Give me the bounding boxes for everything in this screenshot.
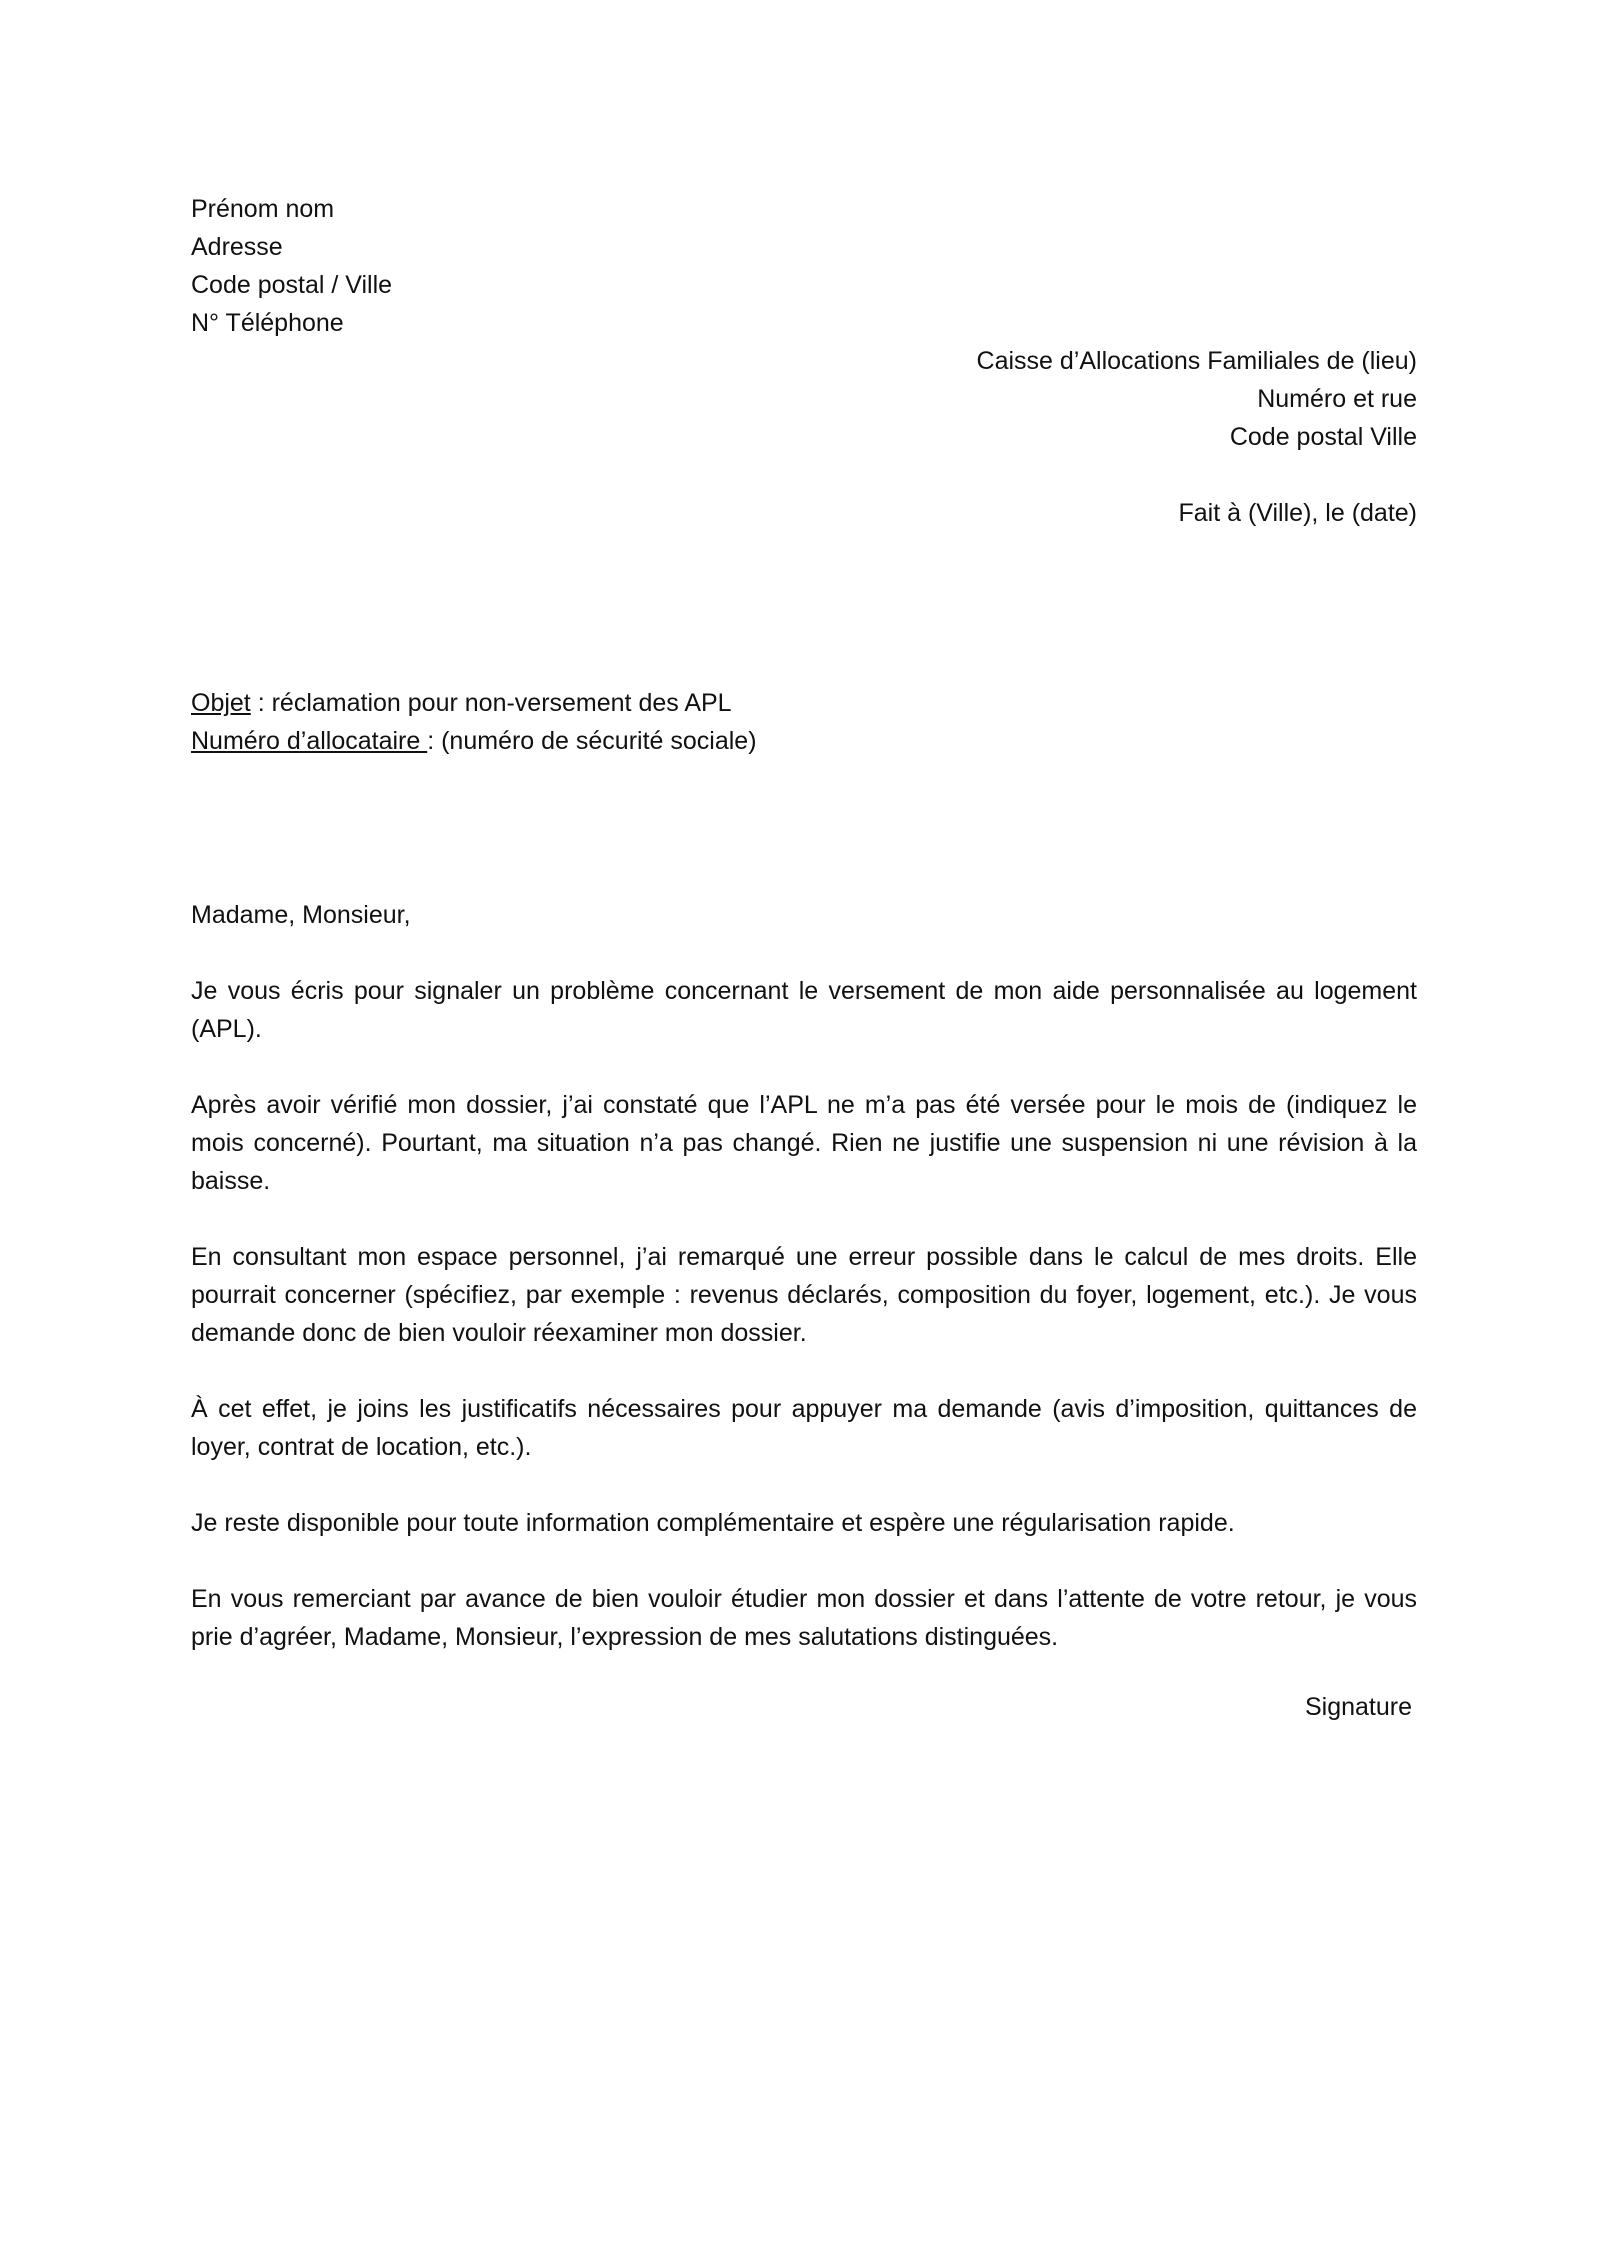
allocataire-text: : (numéro de sécurité sociale) xyxy=(427,727,757,755)
sender-phone: N° Téléphone xyxy=(191,309,344,337)
paragraph-1: Je vous écris pour signaler un problème concernant le versement de mon aide personnalisée au logement (APL). xyxy=(191,977,1417,1043)
object-label: Objet xyxy=(191,689,251,717)
object-block xyxy=(191,684,1291,760)
recipient-city: Code postal Ville xyxy=(1229,423,1417,451)
recipient-block xyxy=(617,342,1417,456)
recipient-organization: Caisse d’Allocations Familiales de (lieu) xyxy=(976,347,1417,375)
paragraph-5: Je reste disponible pour toute information complémentaire et espère une régularisation rapide. xyxy=(191,1509,1235,1537)
object-line xyxy=(191,684,1291,722)
allocataire-label: Numéro d’allocataire xyxy=(191,727,428,755)
paragraph-3: En consultant mon espace personnel, j’ai remarqué une erreur possible dans le calcul de mes droits. Elle pourrait concerner (spécifiez, par exemple : revenus déclarés, composition du foyer, logement, etc.). Je vous demande donc de bien vouloir réexaminer mon dossier. xyxy=(191,1243,1417,1347)
sender-block xyxy=(191,190,891,342)
signature: Signature xyxy=(1304,1693,1412,1721)
sender-address: Adresse xyxy=(191,233,283,261)
salutation: Madame, Monsieur, xyxy=(191,901,411,929)
sender-city: Code postal / Ville xyxy=(191,271,393,299)
date-line: Fait à (Ville), le (date) xyxy=(1178,499,1417,527)
allocataire-line xyxy=(191,722,1291,760)
paragraph-4: À cet effet, je joins les justificatifs nécessaires pour appuyer ma demande (avis d’imposition, quittances de loyer, contrat de location, etc.). xyxy=(191,1395,1417,1461)
recipient-street: Numéro et rue xyxy=(1257,385,1417,413)
letter-body xyxy=(191,896,1417,1694)
paragraph-6: En vous remerciant par avance de bien vouloir étudier mon dossier et dans l’attente de votre retour, je vous prie d’agréer, Madame, Monsieur, l’expression de mes salutations distinguées. xyxy=(191,1585,1417,1651)
paragraph-2: Après avoir vérifié mon dossier, j’ai constaté que l’APL ne m’a pas été versée pour le mois de (indiquez le mois concerné). Pourtant, ma situation n’a pas changé. Rien ne justifie une suspension ni une révision à la baisse. xyxy=(191,1091,1417,1195)
sender-name: Prénom nom xyxy=(191,195,335,223)
object-text: : réclamation pour non-versement des APL xyxy=(250,689,732,717)
